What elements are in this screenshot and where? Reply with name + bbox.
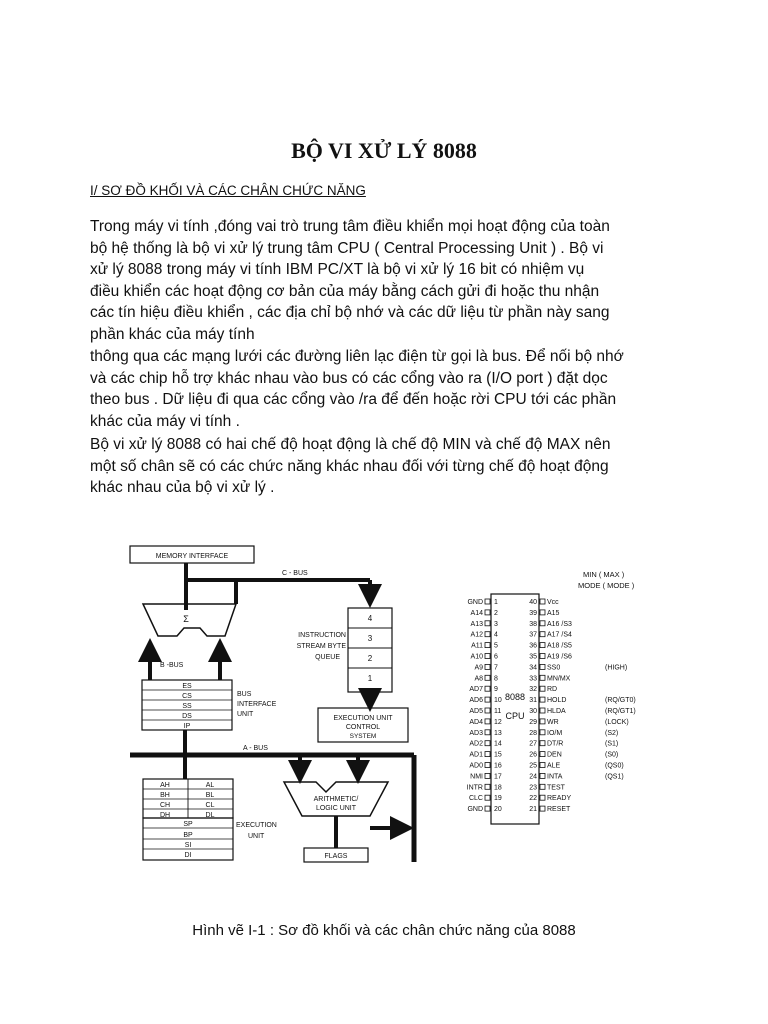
pin-number: 31 [529, 697, 537, 705]
pin-number: 26 [529, 751, 537, 759]
chip-label-line: CPU [505, 711, 525, 721]
paragraph-line: một số chân sẽ có các chức năng khác nhau đối với từng chế độ hoạt động [90, 457, 609, 475]
pin-name: AD7 [469, 686, 483, 694]
register-label: SI [184, 842, 192, 849]
register-label: DS [182, 713, 192, 720]
pin-marker [540, 763, 545, 768]
chip-pin-left [469, 763, 502, 770]
queue-cell-label: 1 [367, 674, 373, 683]
pin-name: CLC [468, 795, 483, 803]
pin-number: 24 [529, 773, 537, 781]
pin-number: 16 [494, 762, 502, 770]
control-label-line: EXECUTION UNIT [333, 715, 393, 722]
alu-label-line: LOGIC UNIT [315, 805, 357, 812]
pin-number: 27 [529, 740, 537, 748]
pin-name: IO/M [547, 729, 563, 737]
chip-pin-left [469, 741, 502, 748]
pinout-header-line: MIN ( MAX ) [583, 570, 625, 579]
pin-alt-function: (RQ/GT0) [605, 697, 636, 705]
pin-marker [485, 632, 490, 637]
chip-pin-left [469, 752, 502, 759]
chip-pin-right [529, 773, 623, 780]
pin-name: A17 /S4 [547, 631, 572, 639]
control-label-line: SYSTEM [349, 733, 377, 740]
pin-marker [540, 664, 545, 669]
pin-marker [485, 752, 490, 757]
pin-marker [485, 763, 490, 768]
chip-pin-right [529, 621, 572, 628]
queue-cell-label: 3 [367, 634, 373, 643]
paragraph-line: Bộ vi xử lý 8088 có hai chế độ hoạt động là chế độ MIN và chế độ MAX nên [90, 436, 611, 453]
pin-marker [485, 784, 490, 789]
eu-label-line: EXECUTION [236, 822, 277, 829]
pin-name: A12 [470, 631, 483, 639]
pin-marker [485, 795, 490, 800]
pin-number: 40 [529, 599, 537, 606]
pin-number: 32 [529, 686, 537, 694]
pin-name: AD6 [469, 697, 483, 705]
a-bus-label: A - BUS [243, 745, 268, 752]
biu-label-line: UNIT [237, 711, 254, 718]
paragraph-line: xử lý 8088 trong máy vi tính IBM PC/XT là bộ vi xử lý 16 bit có nhiệm vụ [90, 261, 585, 278]
pin-name: HOLD [547, 697, 567, 705]
pin-name: A14 [470, 609, 483, 617]
pin-marker [485, 730, 490, 735]
pin-marker [485, 686, 490, 691]
pin-marker [540, 632, 545, 637]
chip-pin-left [467, 599, 498, 606]
pin-alt-function: (QS0) [605, 762, 624, 770]
queue-cell-label: 4 [367, 614, 373, 623]
queue-label-line: INSTRUCTION [298, 632, 346, 639]
memory-interface-label: MEMORY INTERFACE [155, 553, 229, 560]
register-label: SP [183, 821, 193, 828]
pin-marker [485, 697, 490, 702]
pin-number: 13 [494, 729, 502, 737]
chip-pin-right [529, 675, 570, 682]
pin-number: 1 [494, 599, 498, 606]
pin-number: 38 [529, 620, 537, 628]
register-label: BL [205, 792, 215, 799]
pin-name: AD5 [469, 708, 483, 715]
control-label-line: CONTROL [345, 724, 381, 731]
pin-marker [540, 806, 545, 811]
pin-name: GND [467, 599, 483, 606]
pin-name: A8 [474, 675, 483, 683]
c-bus-label: C - BUS [282, 570, 308, 577]
pin-number: 39 [529, 609, 537, 617]
chip-pin-right [529, 752, 618, 759]
pin-alt-function: (S2) [605, 729, 619, 737]
register-label: BH [160, 792, 170, 799]
pin-marker [485, 664, 490, 669]
pin-name: A16 /S3 [547, 620, 572, 628]
pin-name: ALE [547, 762, 561, 770]
pin-number: 19 [494, 795, 502, 803]
pin-marker [485, 675, 490, 680]
pin-marker [540, 697, 545, 702]
pin-marker [540, 795, 545, 800]
register-label: CL [205, 802, 215, 809]
paragraph-line: thông qua các mạng lưới các đường liên lạc điện từ gọi là bus. Để nối bộ nhớ [90, 348, 624, 365]
register-label: CH [159, 802, 171, 809]
pin-alt-function: (S0) [605, 751, 619, 759]
pin-number: 14 [494, 740, 502, 748]
chip-pin-right [529, 708, 636, 715]
pin-marker [485, 643, 490, 648]
pin-alt-function: (QS1) [605, 773, 624, 781]
chip-pin-left [470, 773, 502, 780]
pin-number: 22 [529, 795, 537, 803]
pin-number: 28 [529, 729, 537, 737]
pin-name: TEST [547, 784, 565, 792]
pin-number: 34 [529, 664, 537, 672]
pin-marker [540, 654, 545, 659]
pin-name: A9 [474, 664, 483, 672]
flags-label: FLAGS [324, 853, 348, 860]
pin-name: NMI [470, 773, 483, 781]
pin-alt-function: (RQ/GT1) [605, 708, 636, 715]
paragraph-line: các tín hiệu điều khiển , các địa chỉ bộ nhớ và các dữ liệu từ phần này sang [90, 304, 610, 321]
paragraph-line: Trong máy vi tính ,đóng vai trò trung tâm điều khiển mọi hoạt động của toàn [90, 218, 610, 235]
register-label: DI [184, 852, 192, 859]
pin-marker [540, 643, 545, 648]
pin-name: A13 [470, 620, 483, 628]
adder-block [143, 604, 236, 636]
pin-number: 9 [494, 686, 498, 694]
pin-marker [540, 621, 545, 626]
pin-name: Vcc [547, 599, 559, 606]
pin-number: 21 [529, 806, 537, 814]
paragraph-line: khác của máy vi tính . [90, 412, 240, 430]
section-heading: I/ SƠ ĐỒ KHỐI VÀ CÁC CHÂN CHỨC NĂNG [90, 183, 366, 198]
paragraph-line: bộ hệ thống là bộ vi xử lý trung tâm CPU ( Central Processing Unit ) . Bộ vi [90, 239, 604, 257]
pin-marker [485, 621, 490, 626]
chip-pin-left [469, 708, 501, 715]
pin-number: 3 [494, 620, 498, 628]
chip-pin-right [529, 741, 618, 748]
pin-number: 4 [494, 631, 498, 639]
pin-marker [540, 784, 545, 789]
paragraph-line: điều khiển các hoạt động cơ bản của máy bằng cách gửi đi hoặc thu nhận [90, 282, 600, 300]
chip-pin-left [469, 795, 502, 802]
pin-marker [540, 741, 545, 746]
pin-name: RD [547, 686, 558, 694]
paragraph-line: khác nhau của bộ vi xử lý . [90, 479, 275, 496]
register-label: SS [182, 703, 192, 710]
chip-pin-right [529, 806, 571, 813]
chip-pin-left [467, 806, 501, 813]
figure-caption: Hình vẽ I-1 : Sơ đồ khối và các chân chức năng của 8088 [192, 922, 576, 939]
chip-pin-right [529, 599, 559, 606]
pin-marker [485, 599, 490, 604]
pinout-diagram [467, 570, 636, 824]
pin-marker [540, 708, 545, 713]
biu-label-line: BUS [237, 691, 252, 698]
chip-pin-right [529, 795, 571, 802]
pin-name: GND [467, 806, 483, 814]
chip-pin-left [471, 654, 498, 661]
pin-number: 2 [494, 609, 498, 617]
chip-pin-left [474, 675, 498, 682]
register-label: BP [183, 832, 193, 839]
document-title: BỘ VI XỬ LÝ 8088 [291, 138, 477, 163]
chip-pin-left [469, 697, 502, 704]
pin-marker [540, 686, 545, 691]
pin-name: A18 /S5 [547, 642, 572, 650]
pin-name: AD0 [469, 762, 483, 770]
pin-marker [485, 806, 490, 811]
pin-number: 6 [494, 653, 498, 661]
pin-marker [540, 730, 545, 735]
chip-pin-left [469, 730, 502, 737]
register-label: DL [205, 812, 215, 819]
chip-pin-left [471, 643, 498, 650]
pin-marker [540, 773, 545, 778]
pin-number: 35 [529, 653, 537, 661]
chip-pin-right [529, 730, 618, 737]
pin-alt-function: (LOCK) [605, 718, 629, 726]
pin-name: AD3 [469, 729, 483, 737]
pin-name: HLDA [547, 708, 566, 715]
chip-pin-right [529, 664, 627, 671]
pin-number: 5 [494, 642, 498, 650]
biu-label-line: INTERFACE [237, 701, 277, 708]
pin-alt-function: (HIGH) [605, 664, 628, 672]
pin-marker [485, 773, 490, 778]
chip-pin-right [529, 643, 572, 650]
chip-label-line: 8088 [504, 692, 526, 702]
queue-label-line: STREAM BYTE [296, 643, 346, 650]
pin-name: AD2 [469, 740, 483, 748]
register-label: AH [160, 782, 170, 789]
alu-label-line: ARITHMETIC/ [313, 796, 359, 803]
pin-marker [485, 708, 490, 713]
chip-pin-left [474, 664, 498, 671]
chip-pin-right [529, 719, 629, 726]
pin-number: 10 [494, 697, 502, 705]
chip-pin-left [469, 686, 498, 693]
chip-pin-right [529, 686, 557, 693]
pin-number: 12 [494, 718, 502, 726]
pin-number: 17 [494, 773, 502, 781]
chip-pin-right [529, 610, 559, 617]
pin-number: 7 [494, 664, 498, 672]
paragraph-line: theo bus . Dữ liệu đi qua các cổng vào /ra để đến hoặc rời CPU tới các phần [90, 391, 617, 408]
pinout-header-line: MODE ( MODE ) [578, 581, 635, 590]
chip-pin-right [529, 632, 572, 639]
chip-pin-right [529, 654, 572, 661]
pin-number: 33 [529, 675, 537, 683]
pin-name: WR [547, 718, 559, 726]
pin-name: A10 [470, 653, 483, 661]
pin-number: 18 [494, 784, 502, 792]
eu-label-line: UNIT [248, 833, 265, 840]
pin-number: 25 [529, 762, 537, 770]
pin-name: A11 [471, 642, 483, 650]
pin-name: INTA [547, 773, 563, 781]
pin-marker [540, 610, 545, 615]
pin-name: AD4 [469, 718, 483, 726]
pin-number: 15 [494, 751, 502, 759]
pin-number: 8 [494, 675, 498, 683]
pin-name: A19 /S6 [547, 653, 572, 661]
pin-alt-function: (S1) [605, 740, 619, 748]
queue-label-line: QUEUE [315, 654, 340, 661]
pin-marker [485, 610, 490, 615]
pin-number: 20 [494, 806, 502, 814]
pin-name: AD1 [469, 751, 483, 759]
pin-marker [485, 654, 490, 659]
b-bus-label: B -BUS [160, 662, 184, 669]
chip-pin-right [529, 763, 623, 770]
register-label: IP [183, 723, 191, 730]
pin-number: 30 [529, 708, 537, 715]
chip-pin-left [471, 632, 498, 639]
register-label: AL [205, 782, 215, 789]
pin-marker [540, 719, 545, 724]
pin-name: A15 [547, 609, 560, 617]
pin-marker [540, 599, 545, 604]
register-label: DH [159, 812, 171, 819]
pin-number: 11 [494, 708, 502, 715]
paragraph-line: và các chip hỗ trợ khác nhau vào bus có các cổng vào ra (I/O port ) đặt dọc [90, 369, 608, 387]
pin-marker [485, 741, 490, 746]
pin-name: DEN [547, 751, 562, 759]
register-label: CS [182, 693, 192, 700]
chip-pin-right [529, 697, 636, 704]
pin-number: 23 [529, 784, 537, 792]
paragraph-line: phần khác của máy tính [90, 325, 255, 343]
queue-cell-label: 2 [367, 654, 373, 663]
pin-number: 37 [529, 631, 537, 639]
pin-number: 36 [529, 642, 537, 650]
chip-pin-right [529, 784, 565, 791]
pin-name: MN/MX [547, 675, 571, 683]
pin-number: 29 [529, 718, 537, 726]
chip-pin-left [467, 784, 502, 791]
chip-pin-left [469, 719, 502, 726]
pin-marker [540, 752, 545, 757]
register-label: ES [182, 683, 192, 690]
block-diagram-text [156, 553, 394, 860]
pin-name: SS0 [547, 664, 561, 672]
pin-name: READY [547, 795, 572, 803]
pin-name: DT/R [547, 740, 564, 748]
pin-name: RESET [547, 806, 571, 814]
pin-name: INTR [466, 784, 483, 792]
pin-marker [540, 675, 545, 680]
adder-label: Σ [183, 614, 189, 624]
pin-marker [485, 719, 490, 724]
chip-pin-left [471, 621, 498, 628]
chip-pin-left [471, 610, 498, 617]
